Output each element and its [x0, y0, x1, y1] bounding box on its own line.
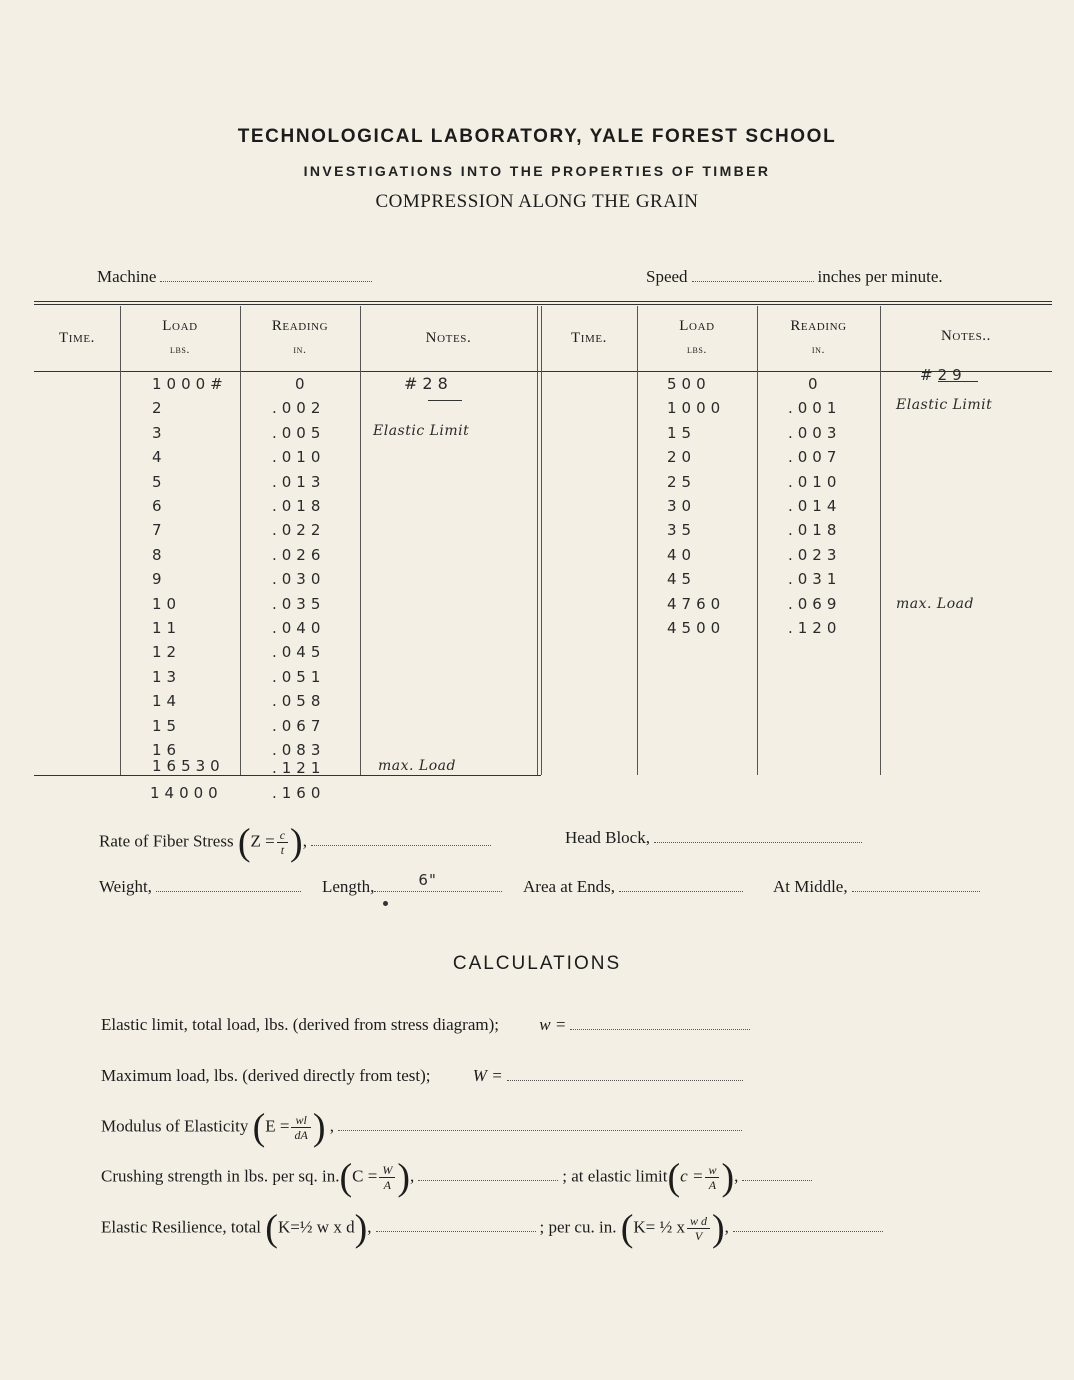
col-divider	[360, 306, 361, 775]
head-block-blank[interactable]	[654, 841, 862, 843]
elastic-limit-label: Elastic limit, total load, lbs. (derived from stress diagram);	[101, 1015, 499, 1034]
load-cell-left: 8	[152, 545, 167, 564]
at-elastic-fraction	[705, 1163, 719, 1192]
reading-cell-left: .005	[272, 423, 326, 442]
load-unit: lbs.	[686, 342, 708, 356]
length-field[interactable]	[322, 871, 502, 897]
reading-cell-left: .018	[272, 497, 326, 515]
rate-fraction	[277, 828, 288, 857]
weight-label: Weight,	[99, 877, 152, 896]
specimen-note-left: #28	[404, 374, 453, 393]
reading-label: Reading	[271, 318, 329, 334]
crushing-lhs: C =	[352, 1166, 378, 1186]
reading-unit: in.	[293, 342, 307, 356]
at-middle-label: At Middle,	[773, 877, 848, 896]
reading-cell-right: .018	[788, 521, 842, 540]
per-cu-den: V	[694, 1229, 703, 1243]
max-load-note-left: max. Load	[378, 758, 456, 774]
reading-cell-left: .022	[272, 521, 326, 540]
load-cell-left: 13	[152, 667, 182, 686]
investigation-subtitle: INVESTIGATIONS INTO THE PROPERTIES OF TIMBER	[303, 163, 771, 179]
ink-dot	[383, 901, 388, 906]
reading-cell-right: .031	[788, 570, 842, 589]
length-value: 6"	[418, 871, 437, 889]
elastic-symbol: w =	[539, 1015, 567, 1034]
modulus-den: dA	[294, 1128, 308, 1142]
at-middle-field[interactable]	[773, 877, 984, 897]
load-cell-left: 11	[152, 619, 182, 637]
paren-open-icon: (	[265, 1207, 278, 1250]
crushing-row[interactable]: Crushing strength in lbs. per sq. in.(C = $\frac{W}{A}$ ), ; at elastic limit(c = $\frac{w}{A}$ ),	[101, 1163, 816, 1192]
reading-label: Reading	[790, 318, 847, 334]
reading-cell-left: .040	[272, 619, 326, 637]
rate-label: Rate of Fiber Stress	[99, 831, 234, 851]
note-underline	[938, 381, 978, 382]
header-notes-right: Notes..	[940, 328, 992, 344]
header-reading-left	[240, 315, 360, 361]
reading-cell-left: .058	[272, 692, 326, 711]
load-cell-right: 20	[667, 448, 697, 467]
machine-label: Machine	[97, 267, 157, 286]
modulus-lhs: E =	[265, 1116, 290, 1136]
lab-title: TECHNOLOGICAL LABORATORY, YALE FOREST SCHOOL	[237, 126, 837, 147]
reading-cell-right: .014	[788, 497, 842, 515]
header-time-right: Time.	[570, 330, 608, 346]
rate-field[interactable]: Rate of Fiber Stress (Z = $\frac{c}{t}$ ),	[99, 828, 495, 857]
modulus-num: wl	[291, 1113, 310, 1128]
at-elastic-blank[interactable]	[742, 1179, 812, 1181]
header-time-left: Time.	[58, 330, 96, 346]
load-label: Load	[679, 318, 715, 334]
speed-label: Speed	[646, 267, 688, 286]
elastic-limit-row[interactable]	[101, 1015, 754, 1035]
header-load-left	[120, 315, 240, 361]
load-cell-left: 16	[152, 741, 182, 759]
per-cu-fraction	[687, 1214, 710, 1243]
reading-cell-right: .023	[788, 545, 842, 564]
load-cell-right: 30	[667, 497, 697, 515]
load-cell-left: 1000#	[152, 375, 228, 393]
length-blank[interactable]	[374, 871, 502, 892]
paren-close-icon: )	[397, 1156, 410, 1199]
note-underline	[428, 400, 462, 401]
resilience-blank[interactable]	[376, 1230, 536, 1232]
table-top-rule-2	[34, 304, 1052, 305]
reading-cell-right: .007	[788, 448, 842, 467]
specimen-note-right: #29	[920, 366, 967, 384]
machine-blank[interactable]	[160, 280, 372, 282]
speed-blank[interactable]	[692, 280, 814, 282]
load-cell-left: 15	[152, 716, 182, 735]
area-ends-label: Area at Ends,	[523, 877, 616, 896]
load-cell-left: 2	[152, 399, 167, 418]
max-load-label: Maximum load, lbs. (derived directly from test);	[101, 1066, 431, 1085]
rate-num: c	[277, 828, 288, 843]
max-load-blank[interactable]	[507, 1079, 743, 1081]
load-cell-left: 16530	[152, 757, 225, 775]
load-cell-right: 500	[667, 375, 711, 393]
at-elastic-num: w	[705, 1163, 719, 1178]
modulus-label: Modulus of Elasticity	[101, 1116, 249, 1136]
resilience-formula: K=½ w x d	[277, 1217, 355, 1237]
elastic-limit-blank[interactable]	[570, 1028, 750, 1030]
paren-open-icon: (	[620, 1207, 634, 1250]
load-cell-left: 5	[152, 472, 167, 491]
elastic-limit-note-right: Elastic Limit	[896, 397, 993, 413]
paren-open-icon: (	[667, 1156, 681, 1199]
col-divider	[757, 306, 758, 775]
load-cell-left: 6	[152, 497, 167, 515]
at-elastic-den: A	[708, 1178, 717, 1192]
head-block-field[interactable]	[565, 828, 866, 848]
header-reading-right	[757, 315, 880, 361]
extra-load: 14000	[150, 784, 223, 802]
reading-cell-left: .013	[272, 472, 326, 491]
table-top-rule	[34, 301, 1052, 302]
load-cell-left: 9	[152, 570, 167, 589]
per-cu-label: ; per cu. in.	[539, 1217, 617, 1237]
reading-cell-left: .010	[272, 448, 326, 467]
reading-cell-right: .003	[788, 423, 842, 442]
paren-open-icon: (	[252, 1106, 266, 1149]
load-cell-right: 1000	[667, 399, 726, 418]
crushing-label: Crushing strength in lbs. per sq. in.	[101, 1166, 340, 1186]
load-cell-left: 12	[152, 643, 182, 662]
elastic-limit-note-left: Elastic Limit	[373, 423, 470, 439]
extra-reading: .160	[272, 784, 326, 802]
col-divider	[541, 306, 542, 775]
load-cell-left: 10	[152, 594, 182, 613]
weight-field[interactable]	[99, 877, 305, 897]
per-cu-blank[interactable]	[733, 1230, 883, 1232]
resilience-label: Elastic Resilience, total	[101, 1217, 262, 1237]
area-ends-blank[interactable]	[619, 890, 743, 892]
reading-cell-left: .051	[272, 667, 326, 686]
rate-den: t	[280, 843, 285, 857]
max-load-note-right: max. Load	[896, 596, 974, 612]
paren-open-icon: (	[237, 821, 251, 864]
at-elastic-lhs: c =	[680, 1166, 704, 1186]
reading-cell-left: .045	[272, 643, 326, 662]
crushing-num: W	[379, 1163, 395, 1178]
load-cell-left: 7	[152, 521, 167, 540]
paren-open-icon: (	[339, 1156, 353, 1199]
reading-cell-right: .001	[788, 399, 842, 418]
head-block-label: Head Block,	[565, 828, 650, 847]
load-label: Load	[162, 318, 198, 334]
load-cell-right: 40	[667, 545, 697, 564]
reading-cell-left: .002	[272, 399, 326, 418]
load-cell-left: 3	[152, 423, 167, 442]
load-cell-right: 4760	[667, 594, 726, 613]
reading-unit: in.	[811, 342, 826, 356]
table-header-rule	[34, 371, 1052, 372]
col-divider	[120, 306, 121, 775]
at-elastic-label: ; at elastic limit	[562, 1166, 668, 1186]
reading-cell-left: .035	[272, 594, 326, 613]
col-divider	[637, 306, 638, 775]
at-middle-blank[interactable]	[852, 890, 980, 892]
reading-cell-left: .067	[272, 716, 326, 735]
max-load-row[interactable]	[101, 1066, 747, 1086]
per-cu-lhs: K= ½ x	[633, 1217, 685, 1237]
col-divider	[537, 306, 538, 775]
paren-close-icon: )	[721, 1156, 735, 1199]
speed-field[interactable]	[646, 267, 943, 287]
reading-cell-left: .026	[272, 545, 326, 564]
per-cu-num: w d	[687, 1214, 710, 1229]
reading-cell-right: .120	[788, 619, 842, 637]
speed-unit: inches per minute.	[817, 267, 943, 286]
col-divider	[880, 306, 881, 775]
reading-cell-left: .030	[272, 570, 326, 589]
resilience-row[interactable]: Elastic Resilience, total (K=½ w x d), ; per cu. in. (K= ½ x $\frac{\text{w d}}{V}$ ),	[101, 1214, 887, 1243]
reading-cell-left: .083	[272, 741, 326, 759]
crushing-den: A	[383, 1178, 391, 1192]
modulus-fraction	[291, 1113, 310, 1142]
paren-close-icon: )	[312, 1106, 326, 1149]
load-cell-right: 25	[667, 472, 697, 491]
load-cell-right: 4500	[667, 619, 726, 637]
header-load-right	[637, 315, 757, 361]
load-cell-left: 4	[152, 448, 167, 467]
test-name: COMPRESSION ALONG THE GRAIN	[375, 191, 699, 212]
header-notes-left: Notes.	[425, 330, 472, 346]
crushing-blank[interactable]	[418, 1179, 558, 1181]
rate-formula-lhs: Z =	[250, 831, 275, 851]
length-label: Length,	[322, 877, 375, 896]
col-divider	[240, 306, 241, 775]
paren-close-icon: )	[712, 1207, 725, 1250]
rate-blank[interactable]	[311, 844, 491, 846]
modulus-row[interactable]: Modulus of Elasticity (E = $\frac{wl}{dA}$ ) ,	[101, 1113, 746, 1142]
crushing-fraction	[379, 1163, 395, 1192]
paren-close-icon: )	[290, 821, 303, 864]
load-cell-left: 14	[152, 692, 182, 711]
load-unit: lbs.	[169, 342, 191, 356]
paren-close-icon: )	[354, 1207, 368, 1250]
area-ends-field[interactable]	[523, 877, 747, 897]
reading-cell-left: 0	[295, 375, 310, 393]
reading-cell-left: .121	[272, 759, 326, 777]
load-cell-right: 15	[667, 423, 697, 442]
load-cell-right: 35	[667, 521, 697, 540]
weight-blank[interactable]	[156, 890, 301, 892]
reading-cell-right: .010	[788, 472, 842, 491]
calculations-heading: CALCULATIONS	[452, 953, 622, 974]
max-symbol: W =	[472, 1066, 503, 1085]
reading-cell-right: 0	[808, 375, 823, 393]
reading-cell-right: .069	[788, 594, 842, 613]
modulus-blank[interactable]	[338, 1129, 742, 1131]
load-cell-right: 45	[667, 570, 697, 589]
machine-field[interactable]	[97, 267, 376, 287]
